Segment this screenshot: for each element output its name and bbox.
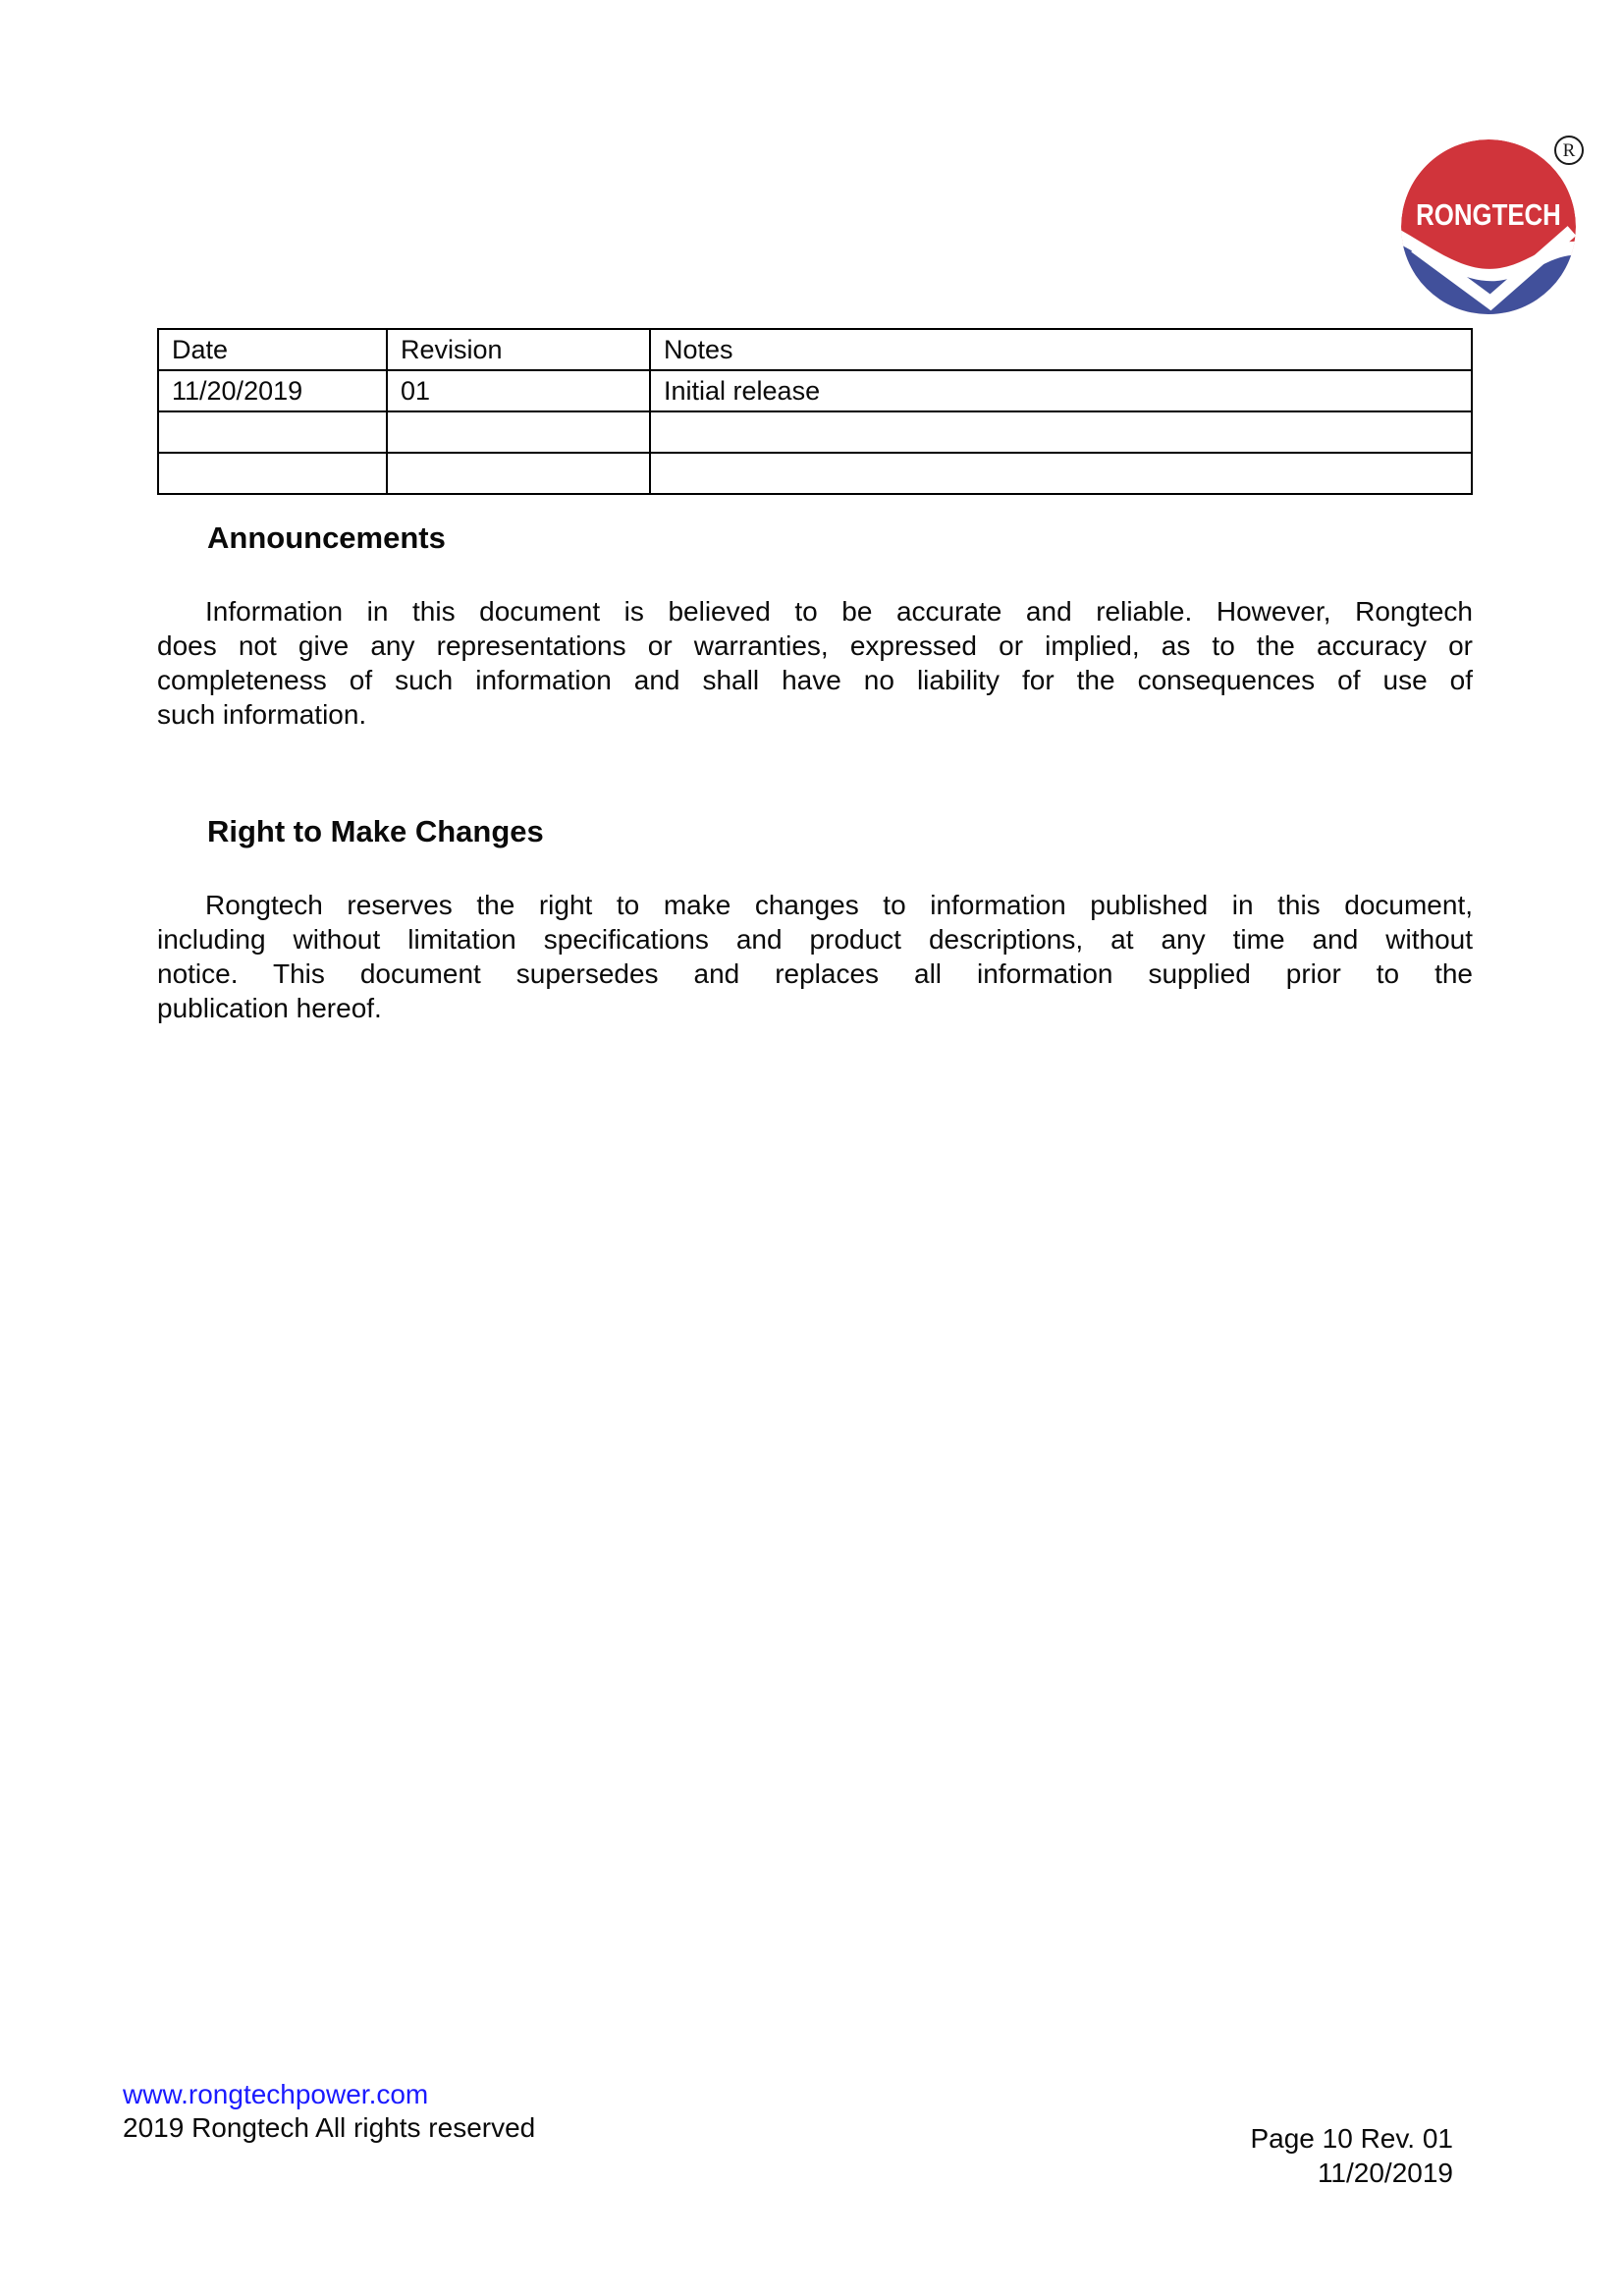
announcements-paragraph	[157, 594, 1473, 732]
footer-date: 11/20/2019	[1317, 2158, 1453, 2188]
right-to-make-changes-paragraph	[157, 888, 1473, 1025]
table-header-revision: Revision	[387, 329, 650, 370]
cell-date: 11/20/2019	[158, 370, 387, 411]
paragraph-line: notice. This document supersedes and replaces all information supplied prior to the	[157, 958, 1473, 989]
cell-notes: Initial release	[650, 370, 1472, 411]
cell-revision: 01	[387, 370, 650, 411]
footer-right	[1250, 2121, 1453, 2190]
rongtech-logo	[1401, 136, 1607, 322]
table-header-date: Date	[158, 329, 387, 370]
footer-left	[123, 2078, 535, 2145]
logo-brand-text: RONGTECH	[1416, 198, 1561, 232]
paragraph-line: completeness of such information and shall have no liability for the consequences of use of	[157, 665, 1473, 695]
paragraph-line: Rongtech reserves the right to make changes to information published in this document,	[205, 890, 1473, 920]
paragraph-line: does not give any representations or warranties, expressed or implied, as to the accuracy or	[157, 630, 1473, 661]
cell-date	[158, 453, 387, 494]
table-row	[158, 453, 1472, 494]
cell-notes	[650, 411, 1472, 453]
revision-history-table	[157, 328, 1473, 495]
section-title-right-to-make-changes: Right to Make Changes	[207, 814, 544, 848]
paragraph-line: Information in this document is believed to be accurate and reliable. However, Rongtech	[205, 596, 1473, 627]
table-row	[158, 370, 1472, 411]
registered-trademark-letter: R	[1562, 139, 1576, 161]
cell-notes	[650, 453, 1472, 494]
table-header-row	[158, 329, 1472, 370]
cell-revision	[387, 411, 650, 453]
table-header-notes: Notes	[650, 329, 1472, 370]
table-row	[158, 411, 1472, 453]
paragraph-line: publication hereof.	[157, 993, 382, 1023]
registered-trademark-icon	[1554, 136, 1584, 165]
cell-revision	[387, 453, 650, 494]
rongtech-logo-icon	[1401, 139, 1576, 314]
cell-date	[158, 411, 387, 453]
page-info: Page 10 Rev. 01	[1250, 2123, 1453, 2154]
section-title-announcements: Announcements	[207, 520, 446, 555]
website-link[interactable]: www.rongtechpower.com	[123, 2079, 429, 2109]
copyright-text: 2019 Rongtech All rights reserved	[123, 2112, 536, 2143]
paragraph-line: such information.	[157, 699, 367, 730]
paragraph-line: including without limitation specifications and product descriptions, at any time and without	[157, 924, 1473, 955]
